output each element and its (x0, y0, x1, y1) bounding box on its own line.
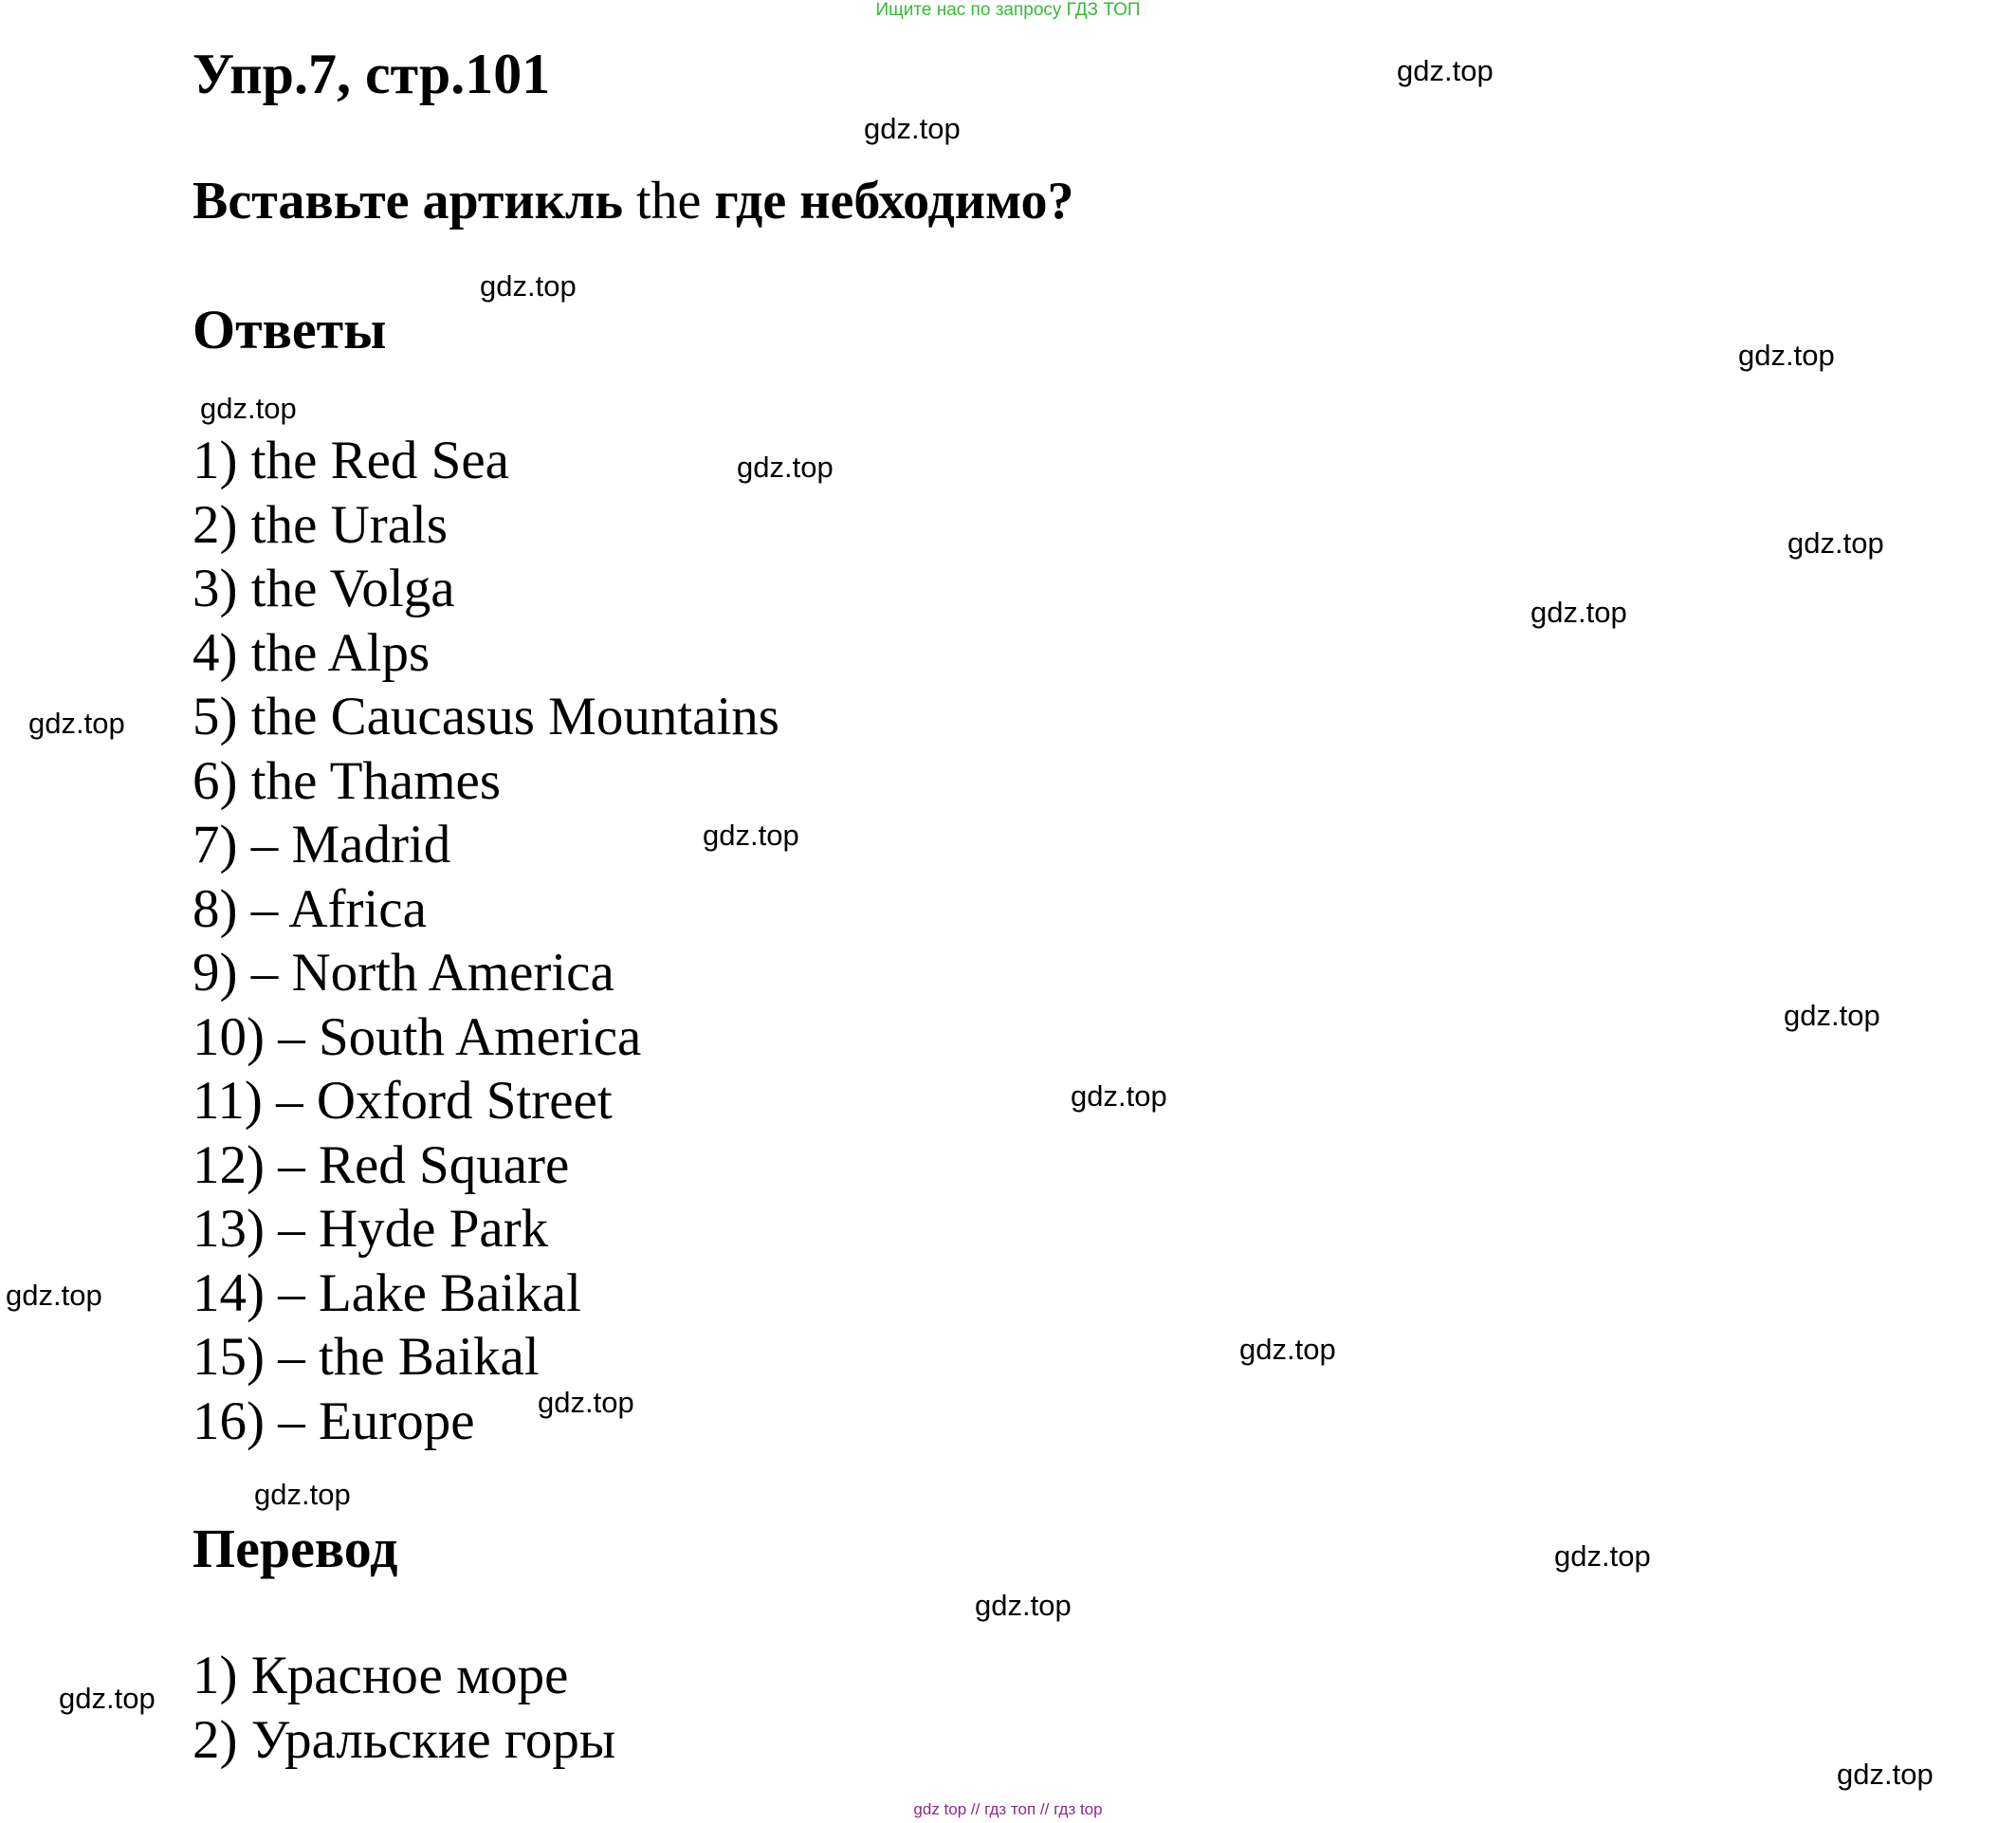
answer-item: 9) – North America (192, 943, 614, 1003)
translation-item: 2) Уральские горы (192, 1709, 616, 1770)
answer-item: 1) the Red Sea (192, 431, 509, 490)
watermark: gdz.top (737, 451, 834, 484)
answer-item: 11) – Oxford Street (192, 1071, 613, 1131)
answer-item: 16) – Europe (192, 1390, 475, 1451)
watermark: gdz.top (538, 1386, 634, 1419)
watermark: gdz.top (1787, 526, 1884, 560)
watermark: gdz.top (28, 707, 125, 740)
watermark: gdz.top (59, 1682, 156, 1715)
translation-heading: Перевод (192, 1518, 398, 1579)
top-banner: Ищите нас по запросу ГДЗ ТОП (875, 0, 1141, 20)
task-article: the (622, 172, 715, 230)
answer-item: 12) – Red Square (192, 1134, 570, 1195)
watermark: gdz.top (1837, 1758, 1934, 1791)
answer-item: 5) the Caucasus Mountains (192, 687, 779, 746)
watermark: gdz.top (6, 1279, 102, 1312)
answer-item: 13) – Hyde Park (192, 1199, 549, 1259)
watermark: gdz.top (1530, 596, 1627, 629)
watermark: gdz.top (1239, 1333, 1336, 1366)
watermark: gdz.top (1071, 1079, 1167, 1113)
answers-list (192, 429, 779, 1453)
translation-item: 1) Красное море (192, 1646, 569, 1705)
answer-item: 2) the Urals (192, 494, 449, 555)
bottom-banner: gdz top // гдз топ // гдз top (913, 1800, 1103, 1818)
watermark: gdz.top (1397, 54, 1494, 87)
answer-item: 7) – Madrid (192, 815, 451, 875)
translation-list (192, 1644, 615, 1772)
answer-item: 8) – Africa (192, 878, 427, 939)
task-instruction (192, 169, 1073, 233)
watermark: gdz.top (864, 112, 961, 145)
watermark: gdz.top (1738, 339, 1835, 372)
task-text-start: Вставьте артикль (192, 172, 623, 230)
answer-item: 15) – the Baikal (192, 1327, 540, 1387)
answer-item: 3) the Volga (192, 559, 455, 618)
watermark: gdz.top (1784, 999, 1880, 1032)
watermark: gdz.top (200, 392, 297, 425)
answers-heading: Ответы (192, 299, 387, 360)
watermark: gdz.top (703, 819, 799, 852)
answer-item: 4) the Alps (192, 622, 431, 683)
watermark: gdz.top (254, 1478, 351, 1511)
watermark: gdz.top (1554, 1539, 1651, 1573)
watermark: gdz.top (480, 269, 577, 303)
task-text-end: где небходимо? (714, 172, 1074, 230)
watermark: gdz.top (975, 1589, 1072, 1622)
answer-item: 10) – South America (192, 1006, 642, 1067)
answer-item: 14) – Lake Baikal (192, 1262, 581, 1323)
answer-item: 6) the Thames (192, 750, 502, 811)
page-title: Упр.7, стр.101 (192, 43, 551, 105)
